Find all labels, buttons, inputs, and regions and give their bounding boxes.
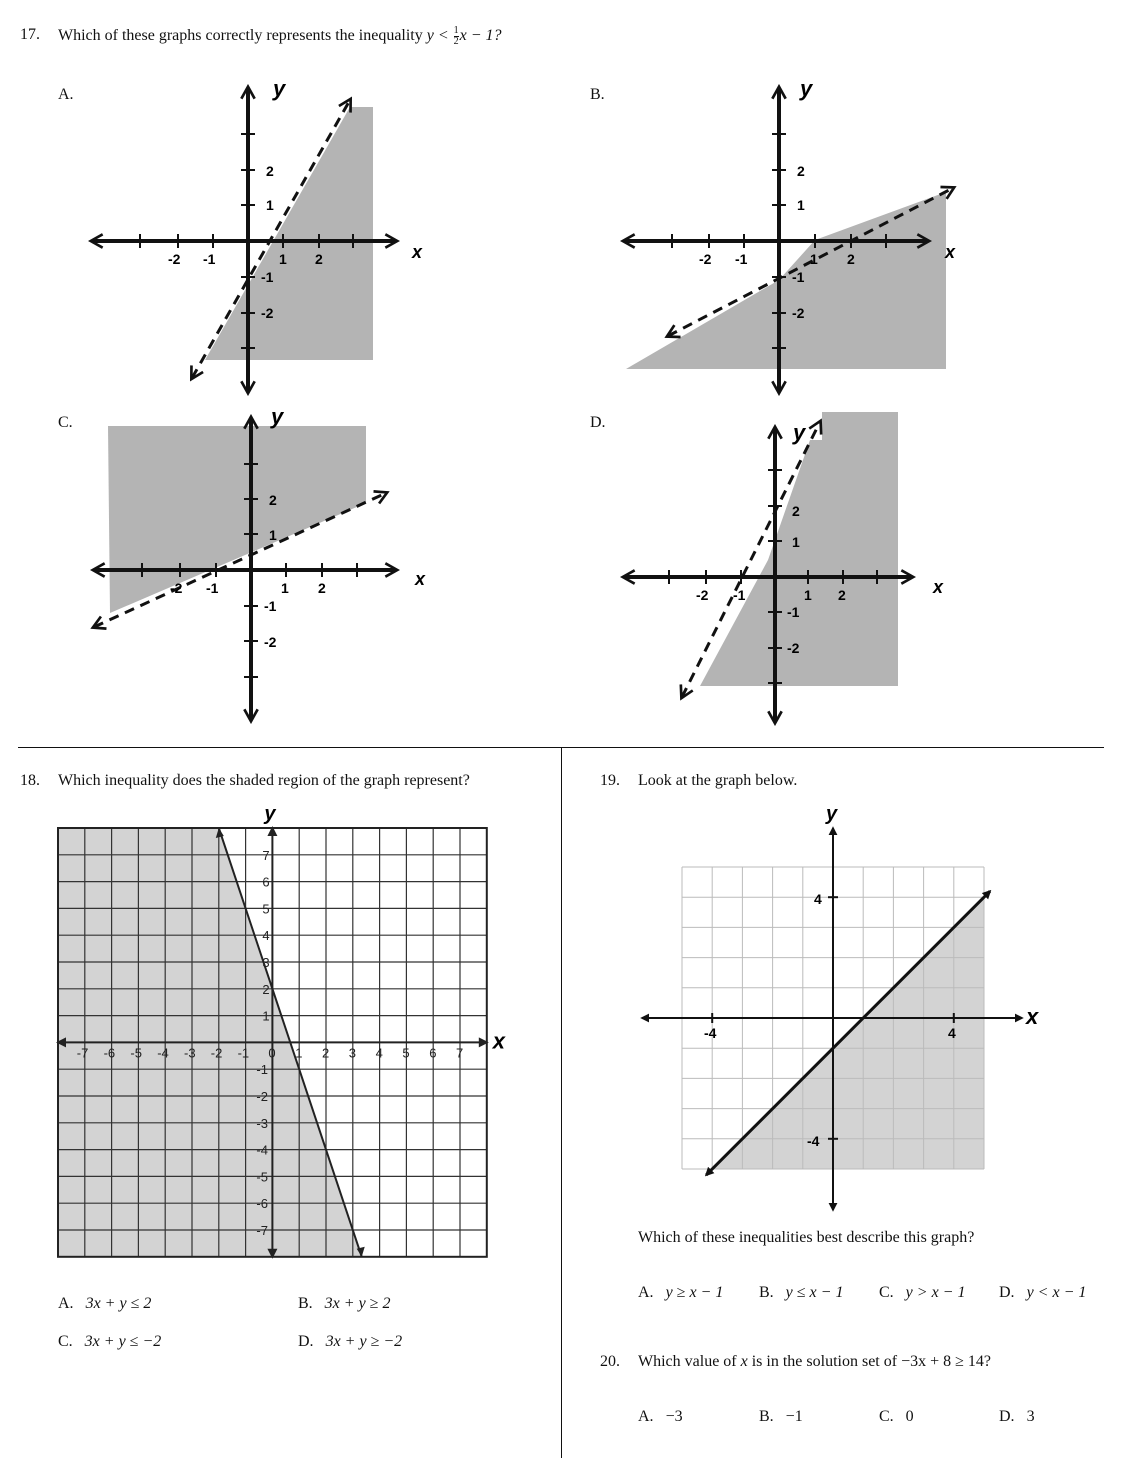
q19-tick-x-pos4: 4 bbox=[948, 1025, 956, 1041]
svg-text:-1: -1 bbox=[735, 251, 748, 267]
q19-question: Look at the graph below. bbox=[638, 772, 798, 789]
q18-number: 18. bbox=[20, 772, 40, 789]
q17-graph-d-x-label: x bbox=[933, 577, 944, 597]
svg-text:-2: -2 bbox=[261, 305, 274, 321]
svg-text:2: 2 bbox=[838, 587, 846, 603]
section-divider-vertical bbox=[561, 747, 562, 1458]
svg-text:-1: -1 bbox=[206, 580, 219, 596]
svg-text:1: 1 bbox=[281, 580, 289, 596]
q19-y-label: y bbox=[826, 803, 838, 825]
q17-graph-b bbox=[624, 76, 956, 392]
q19-option-b[interactable]: B. y ≤ x − 1 bbox=[759, 1284, 844, 1301]
q17-graph-d bbox=[624, 412, 944, 722]
svg-text:-1: -1 bbox=[264, 598, 277, 614]
q17-graph-c-y-label: y bbox=[271, 404, 284, 429]
q20-option-b[interactable]: B. −1 bbox=[759, 1408, 803, 1425]
q19-option-d[interactable]: D. y < x − 1 bbox=[999, 1284, 1087, 1301]
q17-label-b: B. bbox=[590, 86, 605, 103]
q18-option-b[interactable]: B. 3x + y ≥ 2 bbox=[298, 1295, 391, 1312]
q18-graph bbox=[40, 800, 530, 1270]
q17-graph-b-y-label: y bbox=[800, 76, 813, 101]
svg-text:-2: -2 bbox=[792, 305, 805, 321]
svg-text:1: 1 bbox=[810, 251, 818, 267]
q19-number: 19. bbox=[600, 772, 620, 789]
q19-prompt: Which of these inequalities best describe this graph? bbox=[638, 1229, 975, 1246]
q18-y-tick-label: -6 bbox=[256, 1196, 268, 1212]
q18-x-tick-label: 1 bbox=[295, 1045, 303, 1061]
q18-x-tick-label: 5 bbox=[402, 1045, 410, 1061]
svg-text:1: 1 bbox=[792, 534, 800, 550]
q17-graph-d-y-label: y bbox=[793, 420, 806, 445]
q20-option-c[interactable]: C. 0 bbox=[879, 1408, 914, 1425]
q18-y-tick-label: -1 bbox=[256, 1062, 268, 1078]
q18-x-tick-label: -6 bbox=[103, 1045, 116, 1061]
q20-number: 20. bbox=[600, 1353, 620, 1370]
q18-y-tick-label: 2 bbox=[262, 981, 270, 997]
q18-x-tick-label: 0 bbox=[268, 1045, 276, 1061]
q18-y-tick-label: -4 bbox=[256, 1142, 268, 1158]
q18-y-tick-label: -7 bbox=[256, 1223, 268, 1238]
q20-option-a[interactable]: A. −3 bbox=[638, 1408, 683, 1425]
q17-label-d: D. bbox=[590, 414, 606, 431]
svg-text:-1: -1 bbox=[261, 269, 274, 285]
q18-x-tick-label: -7 bbox=[76, 1045, 89, 1061]
q17-ineq-lhs: y < bbox=[426, 27, 449, 45]
svg-text:1: 1 bbox=[269, 527, 277, 543]
q18-option-d[interactable]: D. 3x + y ≥ −2 bbox=[298, 1333, 403, 1350]
q17-graph-c bbox=[94, 404, 426, 720]
q17-number: 17. bbox=[20, 26, 40, 43]
svg-text:-1: -1 bbox=[203, 251, 216, 267]
q18-question: Which inequality does the shaded region of the graph represent? bbox=[58, 772, 470, 789]
svg-text:-2: -2 bbox=[264, 634, 277, 650]
svg-text:-1: -1 bbox=[733, 587, 746, 603]
q18-y-tick-label: 3 bbox=[262, 955, 270, 970]
svg-text:2: 2 bbox=[797, 163, 805, 179]
q18-y-label: y bbox=[264, 803, 276, 825]
q18-x-tick-label: -2 bbox=[210, 1045, 223, 1061]
q20-option-d[interactable]: D. 3 bbox=[999, 1408, 1035, 1425]
q20-question: Which value of x is in the solution set of −3x + 8 ≥ 14? bbox=[638, 1353, 991, 1370]
q17-ineq-rhs: x − 1? bbox=[459, 27, 502, 45]
svg-text:2: 2 bbox=[792, 503, 800, 519]
q18-x-tick-label: 2 bbox=[322, 1045, 330, 1061]
q17-text: Which of these graphs correctly represents the inequality bbox=[58, 27, 423, 45]
q18-y-tick-label: 6 bbox=[262, 874, 270, 890]
q17-label-c: C. bbox=[58, 414, 73, 431]
q18-y-tick-label: 5 bbox=[262, 901, 270, 917]
svg-text:2: 2 bbox=[315, 251, 323, 267]
q17-graph-c-x-label: x bbox=[415, 569, 426, 589]
q18-y-tick-label: -2 bbox=[256, 1089, 268, 1104]
q17-graph-a-y-label: y bbox=[273, 76, 286, 101]
q17-label-a: A. bbox=[58, 86, 74, 103]
svg-text:-1: -1 bbox=[787, 604, 800, 620]
q18-x-tick-label: 7 bbox=[456, 1045, 464, 1061]
q19-tick-x-neg4: -4 bbox=[704, 1025, 717, 1041]
q18-x-label: x bbox=[492, 1028, 506, 1054]
q19-option-c[interactable]: C. y > x − 1 bbox=[879, 1284, 966, 1301]
q18-x-tick-label: -1 bbox=[237, 1045, 250, 1061]
q19-graph bbox=[620, 800, 1060, 1220]
svg-text:-2: -2 bbox=[168, 251, 181, 267]
q19-tick-y-neg4: -4 bbox=[807, 1133, 820, 1149]
svg-text:2: 2 bbox=[269, 492, 277, 508]
svg-text:-2: -2 bbox=[699, 251, 712, 267]
q17-fraction: $\frac{1}{2}$ bbox=[453, 25, 459, 47]
q18-x-tick-label: -5 bbox=[130, 1045, 142, 1061]
q18-y-tick-label: -3 bbox=[256, 1115, 268, 1131]
q18-y-tick-label: 4 bbox=[262, 928, 270, 944]
q18-y-tick-label: -5 bbox=[256, 1169, 268, 1185]
svg-text:-1: -1 bbox=[792, 269, 805, 285]
svg-text:2: 2 bbox=[847, 251, 855, 267]
svg-text:1: 1 bbox=[279, 251, 287, 267]
svg-text:-2: -2 bbox=[170, 580, 183, 596]
svg-text:2: 2 bbox=[318, 580, 326, 596]
q17-graph-b-x-label: x bbox=[945, 242, 956, 262]
q18-x-tick-label: -4 bbox=[157, 1045, 169, 1061]
svg-text:-2: -2 bbox=[787, 640, 800, 656]
svg-text:1: 1 bbox=[797, 197, 805, 213]
q18-option-a[interactable]: A. 3x + y ≤ 2 bbox=[58, 1295, 152, 1312]
q18-y-tick-label: 1 bbox=[262, 1008, 270, 1024]
q17-graph-a-x-label: x bbox=[412, 242, 423, 262]
q18-x-tick-label: 6 bbox=[429, 1045, 437, 1061]
q17-graph-a-shade bbox=[205, 107, 373, 360]
q17-graph-b-shade bbox=[626, 192, 946, 369]
q19-option-a[interactable]: A. y ≥ x − 1 bbox=[638, 1284, 724, 1301]
q17-graph-a bbox=[92, 76, 423, 392]
q18-x-tick-label: -3 bbox=[184, 1045, 196, 1061]
svg-text:1: 1 bbox=[804, 587, 812, 603]
q18-x-tick-label: 4 bbox=[375, 1045, 383, 1061]
q19-tick-y-pos4: 4 bbox=[814, 891, 822, 907]
svg-text:-2: -2 bbox=[696, 587, 709, 603]
q19-x-label: x bbox=[1026, 1004, 1039, 1029]
svg-text:2: 2 bbox=[266, 163, 274, 179]
q18-y-tick-label: 7 bbox=[262, 847, 270, 863]
svg-text:1: 1 bbox=[266, 197, 274, 213]
q18-option-c[interactable]: C. 3x + y ≤ −2 bbox=[58, 1333, 162, 1350]
q18-x-tick-label: 3 bbox=[348, 1045, 357, 1061]
